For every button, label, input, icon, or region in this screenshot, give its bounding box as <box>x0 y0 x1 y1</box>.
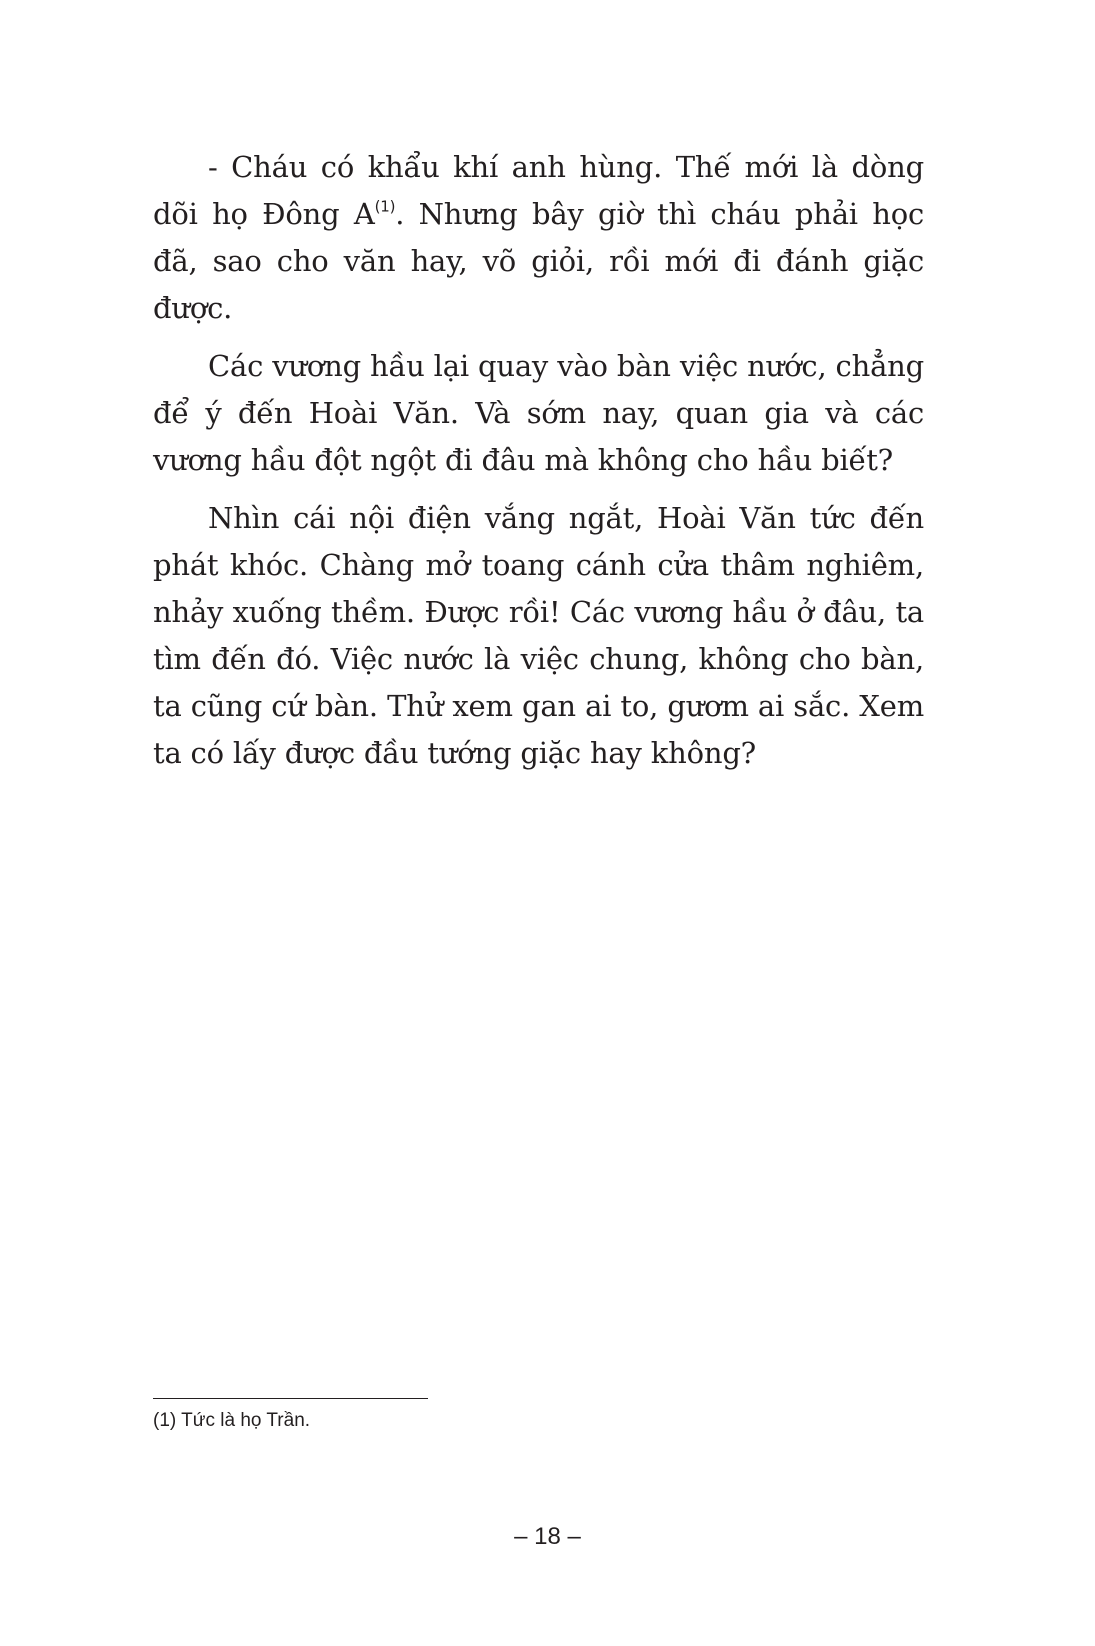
footnote-reference: (1) <box>374 197 396 216</box>
paragraph-1-text-before-note: - Cháu có khẩu khí anh hùng. Thế mới là dòng dõi họ Đông A <box>153 150 924 231</box>
footnote: (1) Tức là họ Trần. <box>153 1410 311 1431</box>
main-text <box>153 144 924 788</box>
paragraph-2: Các vương hầu lại quay vào bàn việc nước, chẳng để ý đến Hoài Văn. Và sớm nay, quan gia và các vương hầu đột ngột đi đâu mà không cho hầu biết? <box>153 349 924 477</box>
page-number: – 18 – <box>514 1523 581 1550</box>
paragraph-1-text-after-note: . Nhưng bây giờ thì cháu phải học đã, sao cho văn hay, võ giỏi, rồi mới đi đánh giặc được. <box>153 197 925 325</box>
footnote-divider <box>153 1398 428 1399</box>
paragraph-1 <box>153 144 924 332</box>
paragraph-3: Nhìn cái nội điện vắng ngắt, Hoài Văn tức đến phát khóc. Chàng mở toang cánh cửa thâm nghiêm, nhảy xuống thềm. Được rồi! Các vương hầu ở đâu, ta tìm đến đó. Việc nước là việc chung, không cho bàn, ta cũng cứ bàn. Thử xem gan ai to, gươm ai sắc. Xem ta có lấy được đầu tướng giặc hay không? <box>153 501 924 770</box>
